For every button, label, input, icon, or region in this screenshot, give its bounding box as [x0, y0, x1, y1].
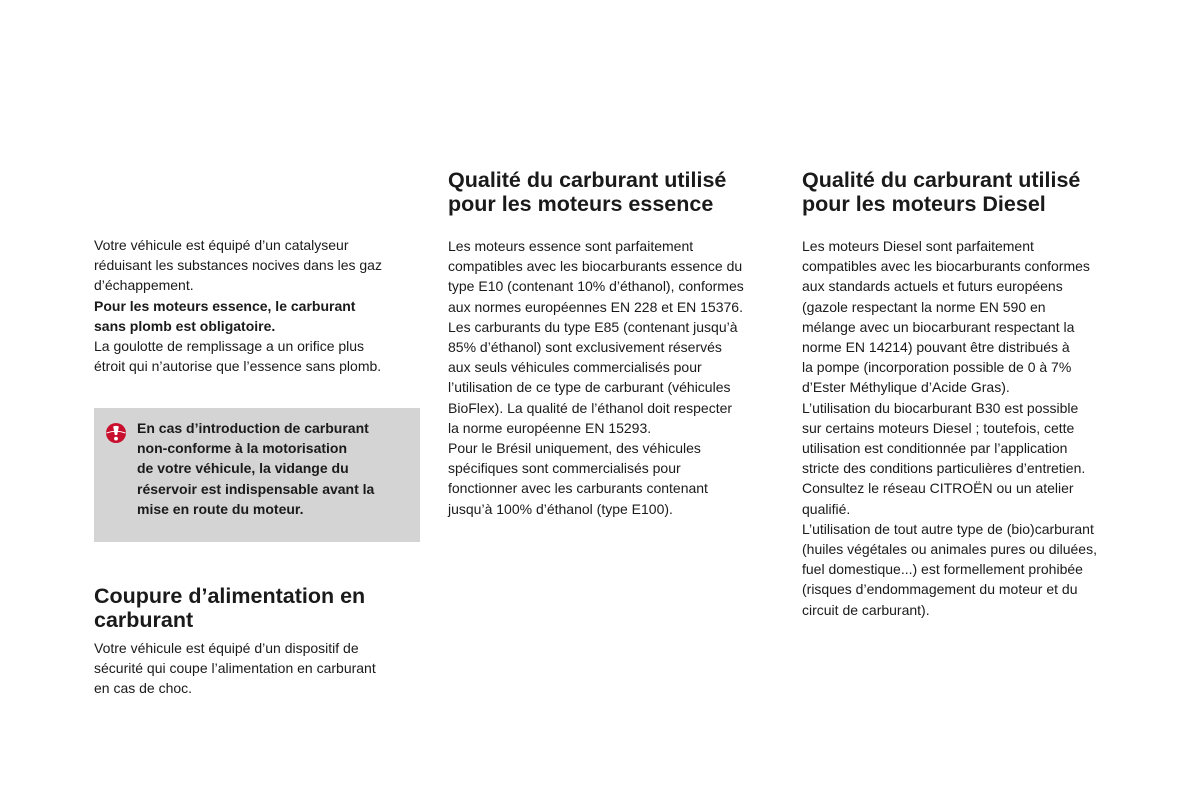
diesel-fuel-body: Les moteurs Diesel sont parfaitement compatibles avec les biocarburants conformes aux standards actuels et futurs européens (gazole respectant la norme EN 590 en mélange avec un biocarburant respectant la norme EN 14214) pouvant être distribués à la pompe (incorporation possible de 0 à 7% d’Ester Méthylique d’Acide Gras). L’utilisation du biocarburant B30 est possible sur certains moteurs Diesel ; toutefois, cette utilisation est conditionnée par l’application stricte des conditions particulières d’entretien. Consultez le réseau CITROËN ou un atelier qualifié. L’utilisation de tout autre type de (bio)carburant (huiles végétales ou animales pures ou diluées, fuel domestique...) est formellement prohibée (risques d’endommagement du moteur et du circuit de carburant). [802, 238, 1097, 618]
diesel-fuel-section [802, 168, 1134, 620]
petrol-fuel-title: Qualité du carburant utilisé pour les moteurs essence [448, 168, 727, 216]
fuel-cutoff-section [94, 584, 420, 699]
fuel-cutoff-title: Coupure d’alimentation en carburant [94, 584, 366, 632]
petrol-fuel-section [448, 168, 778, 519]
catalyst-intro: Votre véhicule est équipé d’un catalyseur réduisant les substances nocives dans les gaz d’échappement. [94, 237, 382, 294]
petrol-fuel-body: Les moteurs essence sont parfaitement compatibles avec les biocarburants essence du type E10 (contenant 10% d’éthanol), conformes aux normes européennes EN 228 et EN 15376. Les carburants du type E85 (contenant jusqu’à 85% d’éthanol) sont exclusivement réservés aux seuls véhicules commercialisés pour l’utilisation de ce type de carburant (véhicules BioFlex). La qualité de l’éthanol doit respecter la norme européenne EN 15293. Pour le Brésil uniquement, des véhicules spécifiques sont commercialisés pour fonctionner avec les carburants contenant jusqu’à 100% d’éthanol (type E100). [448, 238, 744, 517]
filler-neck-note: La goulotte de remplissage a un orifice plus étroit qui n’autorise que l’essence sans plomb. [94, 338, 382, 375]
warning-exclamation-icon [105, 422, 127, 444]
unleaded-required-note: Pour les moteurs essence, le carburant sans plomb est obligatoire. [94, 297, 356, 334]
left-column [94, 235, 420, 376]
warning-box [94, 408, 420, 542]
fuel-cutoff-body: Votre véhicule est équipé d’un dispositif de sécurité qui coupe l’alimentation en carburant en cas de choc. [94, 640, 376, 697]
warning-text: En cas d’introduction de carburant non-conforme à la motorisation de votre véhicule, la vidange du réservoir est indispensable avant la mise en route du moteur. [137, 420, 375, 517]
diesel-fuel-title: Qualité du carburant utilisé pour les moteurs Diesel [802, 168, 1081, 216]
